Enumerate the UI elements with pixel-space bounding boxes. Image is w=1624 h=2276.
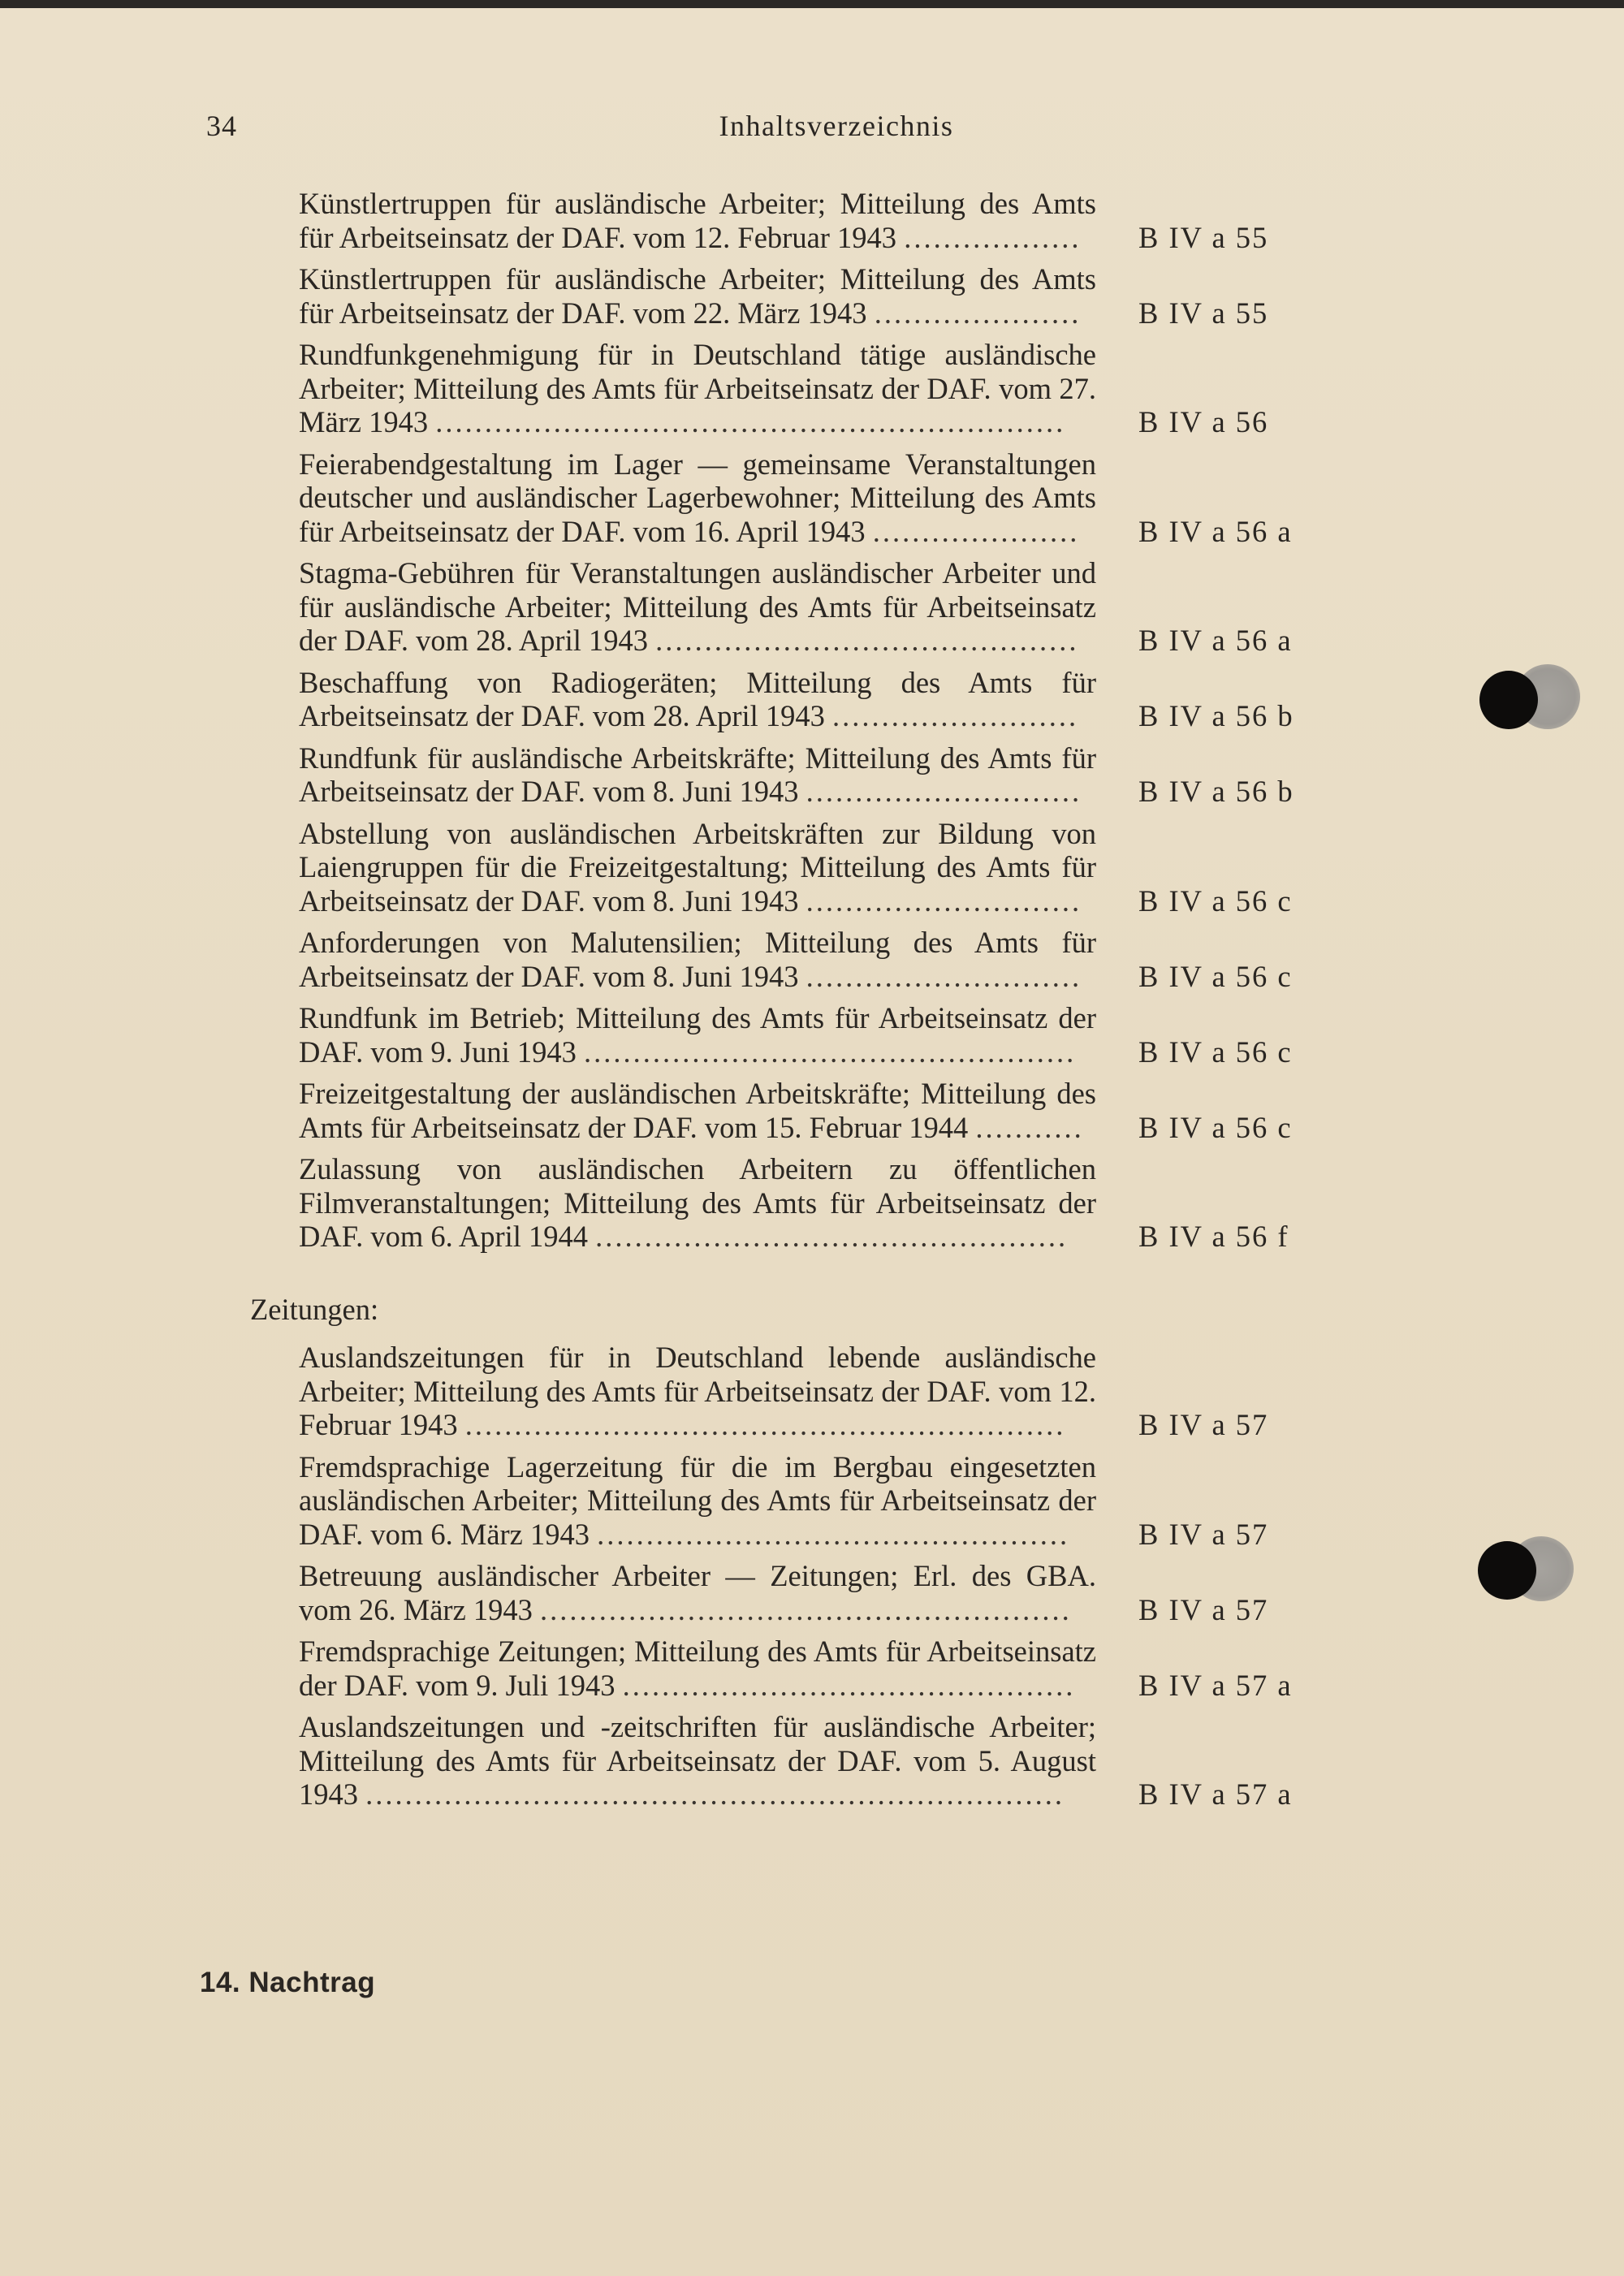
toc-entry-reference: B IV a 56 f bbox=[1138, 1220, 1289, 1253]
toc-entry bbox=[299, 1559, 1379, 1626]
dot-leader: ..................... bbox=[874, 296, 1082, 330]
toc-entry-reference: B IV a 55 bbox=[1138, 220, 1269, 254]
toc-entry-reference: B IV a 57 a bbox=[1138, 1777, 1293, 1811]
dot-leader: ............................ bbox=[806, 883, 1082, 918]
running-head bbox=[0, 109, 1624, 143]
punch-hole bbox=[1478, 1541, 1536, 1600]
dot-leader: .................................................. bbox=[583, 1034, 1077, 1069]
toc-entry bbox=[299, 817, 1379, 918]
toc-entry bbox=[299, 262, 1379, 330]
toc-entry-title: Anforderungen von Malutensilien; Mitteilung des Amts für Arbeitseinsatz der DAF. vom 8. Juni 1943 ............................ bbox=[299, 926, 1096, 993]
toc-entry bbox=[299, 1077, 1379, 1144]
dot-leader: ................................................ bbox=[597, 1517, 1070, 1551]
toc-entry bbox=[299, 556, 1379, 658]
toc-entry-reference: B IV a 56 b bbox=[1138, 775, 1294, 808]
toc-entry-reference: B IV a 56 b bbox=[1138, 699, 1294, 732]
page-number: 34 bbox=[206, 110, 237, 142]
toc-entry bbox=[299, 1152, 1379, 1254]
toc-entry-reference: B IV a 56 c bbox=[1138, 883, 1293, 918]
toc-entry-reference: B IV a 56 bbox=[1138, 405, 1269, 438]
toc-entry-title: Rundfunk für ausländische Arbeitskräfte; Mitteilung des Amts für Arbeitseinsatz der DAF. vom 8. Juni 1943 ............................ bbox=[299, 741, 1096, 808]
dot-leader: .............................................. bbox=[622, 1668, 1076, 1702]
section-heading: Zeitungen: bbox=[250, 1292, 379, 1326]
dot-leader: ........... bbox=[975, 1110, 1084, 1144]
toc-entries-group-2 bbox=[299, 1341, 1379, 1812]
toc-entry-title: Auslandszeitungen und -zeitschriften für ausländische Arbeiter; Mitteilung des Amts für Arbeitseinsatz der DAF. vom 5. August 1943 ....................................................................... bbox=[299, 1710, 1096, 1811]
toc-entry-reference: B IV a 55 bbox=[1138, 296, 1269, 330]
toc-entry-title: Freizeitgestaltung der ausländischen Arbeitskräfte; Mitteilung des Amts für Arbeitseinsatz der DAF. vom 15. Februar 1944 ........... bbox=[299, 1077, 1096, 1144]
toc-entries-group-1 bbox=[299, 187, 1379, 1254]
toc-entry bbox=[299, 1001, 1379, 1069]
toc-entry bbox=[299, 1341, 1379, 1442]
toc-entry bbox=[299, 187, 1379, 254]
toc-entry-title: Rundfunkgenehmigung für in Deutschland tätige ausländische Arbeiter; Mitteilung des Amts für Arbeitseinsatz der DAF. vom 27. März 1943 ................................................................ bbox=[299, 338, 1096, 438]
toc-entry bbox=[299, 741, 1379, 809]
toc-entry-title: Rundfunk im Betrieb; Mitteilung des Amts für Arbeitseinsatz der DAF. vom 9. Juni 1943 .................................................. bbox=[299, 1001, 1096, 1069]
appendix-title: 14. Nachtrag bbox=[200, 1967, 376, 1998]
toc-entry bbox=[299, 1635, 1379, 1702]
dot-leader: ....................................................................... bbox=[365, 1777, 1065, 1811]
toc-entry-title: Beschaffung von Radiogeräten; Mitteilung des Amts für Arbeitseinsatz der DAF. vom 28. April 1943 ......................... bbox=[299, 665, 1096, 732]
toc-entry-reference: B IV a 56 a bbox=[1138, 624, 1293, 657]
toc-entry-reference: B IV a 56 c bbox=[1138, 1110, 1293, 1144]
dot-leader: ............................................................. bbox=[464, 1408, 1066, 1441]
toc-entry-title: Künstlertruppen für ausländische Arbeiter; Mitteilung des Amts für Arbeitseinsatz der DAF. vom 22. März 1943 ..................... bbox=[299, 262, 1096, 330]
toc-entry-title: Feierabendgestaltung im Lager — gemeinsame Veranstaltungen deutscher und ausländischer Lagerbewohner; Mitteilung des Amts für Arbeitseinsatz der DAF. vom 16. April 1943 ..................... bbox=[299, 447, 1096, 548]
dot-leader: ........................................... bbox=[655, 624, 1079, 657]
toc-entry-title: Abstellung von ausländischen Arbeitskräften zur Bildung von Laiengruppen für die Freizeitgestaltung; Mitteilung des Amts für Arbeitseinsatz der DAF. vom 8. Juni 1943 ............................ bbox=[299, 816, 1096, 918]
toc-entry-reference: B IV a 56 c bbox=[1138, 959, 1293, 993]
punch-hole bbox=[1479, 671, 1538, 729]
toc-entry bbox=[299, 1710, 1379, 1812]
toc-entry-title: Stagma-Gebühren für Veranstaltungen ausländischer Arbeiter und für ausländische Arbeiter; Mitteilung des Amts für Arbeitseinsatz der DAF. vom 28. April 1943 ........................................... bbox=[299, 556, 1096, 657]
dot-leader: .................. bbox=[904, 220, 1082, 254]
toc-entry-title: Zulassung von ausländischen Arbeitern zu öffentlichen Filmveranstaltungen; Mitteilung des Amts für Arbeitseinsatz der DAF. vom 6. April 1944 ................................................ bbox=[299, 1152, 1096, 1253]
dot-leader: ............................ bbox=[806, 775, 1082, 808]
toc-entry bbox=[299, 338, 1379, 439]
toc-entry-reference: B IV a 57 bbox=[1138, 1408, 1269, 1441]
running-head-text: Inhaltsverzeichnis bbox=[719, 110, 954, 142]
toc-entry-title: Auslandszeitungen für in Deutschland lebende ausländische Arbeiter; Mitteilung des Amts für Arbeitseinsatz der DAF. vom 12. Februar 1943 ............................................................. bbox=[299, 1341, 1096, 1441]
dot-leader: ..................... bbox=[872, 514, 1080, 548]
toc-entry-reference: B IV a 57 bbox=[1138, 1517, 1269, 1551]
toc-entry-title: Fremdsprachige Zeitungen; Mitteilung des Amts für Arbeitseinsatz der DAF. vom 9. Juli 1943 .............................................. bbox=[299, 1635, 1096, 1702]
toc-entry-reference: B IV a 56 a bbox=[1138, 514, 1293, 548]
table-of-contents bbox=[250, 187, 1379, 1820]
toc-entry-reference: B IV a 56 c bbox=[1138, 1034, 1293, 1069]
toc-entry-reference: B IV a 57 bbox=[1138, 1592, 1269, 1626]
dot-leader: ...................................................... bbox=[540, 1592, 1072, 1626]
toc-entry-title: Fremdsprachige Lagerzeitung für die im Bergbau eingesetzten ausländischen Arbeiter; Mitteilung des Amts für Arbeitseinsatz der DAF. vom 6. März 1943 ................................................ bbox=[299, 1449, 1096, 1551]
toc-entry bbox=[299, 666, 1379, 733]
dot-leader: ................................................................ bbox=[435, 405, 1066, 438]
dot-leader: ......................... bbox=[832, 699, 1079, 732]
toc-entry bbox=[299, 926, 1379, 993]
scan-top-edge bbox=[0, 0, 1624, 8]
toc-entry-reference: B IV a 57 a bbox=[1138, 1668, 1293, 1702]
toc-entry bbox=[299, 447, 1379, 549]
toc-entry-title: Künstlertruppen für ausländische Arbeiter; Mitteilung des Amts für Arbeitseinsatz der DAF. vom 12. Februar 1943 .................. bbox=[299, 187, 1096, 254]
dot-leader: ................................................ bbox=[595, 1220, 1069, 1253]
toc-entry-title: Betreuung ausländischer Arbeiter — Zeitungen; Erl. des GBA. vom 26. März 1943 ...................................................... bbox=[299, 1559, 1096, 1626]
dot-leader: ............................ bbox=[806, 959, 1082, 993]
toc-entry bbox=[299, 1450, 1379, 1552]
